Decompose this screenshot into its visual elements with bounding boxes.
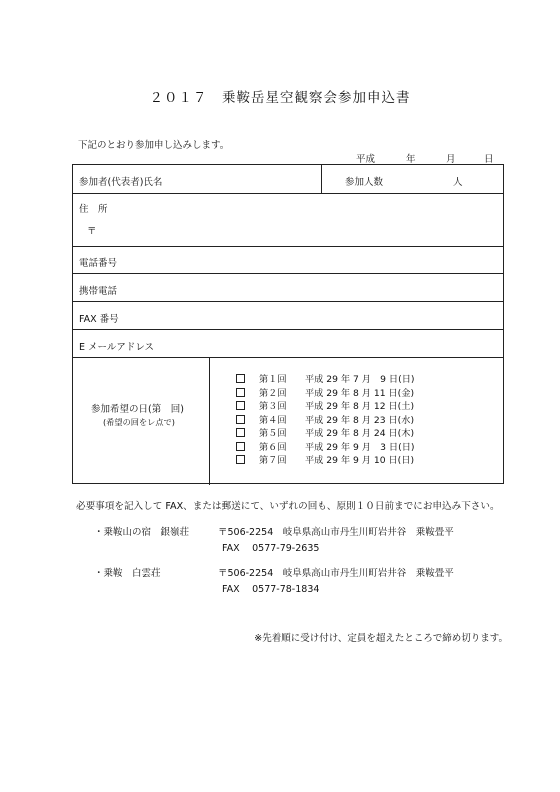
session-date: 平成 29 年 8 月 23 日(水) [305,414,415,426]
row-divider [73,357,503,358]
row-divider [73,301,503,302]
session-date: 平成 29 年 8 月 12 日(土) [305,401,415,412]
contact-fax: FAX 0577-79-2635 [222,543,320,554]
date-option-row[interactable] [236,373,414,386]
session-date: 平成 29 年 9 月 10 日(日) [305,455,415,466]
session-number: 第６回 [259,441,287,453]
date-option-row[interactable] [236,414,414,427]
session-date: 平成 29 年 8 月 24 日(木) [305,428,415,439]
session-date: 平成 29 年 8 月 11 日(金) [305,387,415,399]
session-date: 平成 29 年 7 月 9 日(日) [305,374,415,385]
session-number: 第７回 [259,455,287,466]
page-title: ２０１７ 乗鞍岳星空観察会参加申込書 [149,90,411,106]
email-field[interactable] [163,333,499,355]
preferred-date-label: 参加希望の日(第 回) [91,404,184,415]
date-month: 月 [446,154,456,165]
row-divider [73,329,503,330]
date-day: 日 [484,154,494,165]
date-year: 年 [406,154,416,165]
participants-unit: 人 [453,177,463,188]
checkbox-icon[interactable] [236,388,245,397]
intro-text: 下記のとおり参加申し込みします。 [78,140,230,151]
fax-field[interactable] [143,305,499,327]
checkbox-icon[interactable] [236,374,245,383]
row-divider [73,273,503,274]
checkbox-icon[interactable] [236,428,245,437]
instruction-text: 必要事項を記入して FAX、または郵送にて、いずれの回も、原則１０日前までにお申込み下さい。 [76,501,500,512]
date-option-row[interactable] [236,387,414,400]
contact-name: ・乗鞍 白雲荘 [94,568,161,579]
session-date: 平成 29 年 9 月 3 日(日) [305,441,415,453]
phone-label: 電話番号 [79,258,118,269]
session-number: 第１回 [259,374,287,385]
column-divider [321,165,322,193]
participants-label: 参加人数 [345,177,384,188]
column-divider [209,357,210,485]
session-number: 第３回 [259,401,287,412]
participants-field[interactable] [403,167,453,191]
preferred-date-note: (希望の回をレ点で) [103,417,175,427]
application-form [72,164,504,484]
date-option-row[interactable] [236,427,414,440]
contact-name: ・乗鞍山の宿 銀嶺荘 [94,527,190,538]
address-label: 住 所 [79,204,108,215]
postal-mark: 〒 [87,226,97,237]
session-number: 第２回 [259,387,287,399]
checkbox-icon[interactable] [236,401,245,410]
date-option-row[interactable] [236,454,414,467]
mobile-field[interactable] [143,277,499,299]
email-label: E メールアドレス [79,342,155,353]
row-divider [73,246,503,247]
applicant-name-field[interactable] [185,167,315,191]
mobile-label: 携帯電話 [79,286,118,297]
checkbox-icon[interactable] [236,415,245,424]
footer-note: ※先着順に受け付け、定員を超えたところで締め切ります。 [254,633,508,644]
fax-label: FAX 番号 [79,314,119,325]
date-era: 平成 [356,154,376,165]
session-number: 第５回 [259,428,287,439]
contact-fax: FAX 0577-78-1834 [222,584,320,595]
checkbox-icon[interactable] [236,442,245,451]
checkbox-icon[interactable] [236,455,245,464]
applicant-name-label: 参加者(代表者)氏名 [79,177,163,188]
contact-address: 〒506-2254 岐阜県高山市丹生川町岩井谷 乗鞍畳平 [218,568,454,579]
date-option-row[interactable] [236,441,414,454]
session-number: 第４回 [259,414,287,426]
date-option-row[interactable] [236,400,414,413]
row-divider [73,193,503,194]
contact-address: 〒506-2254 岐阜県高山市丹生川町岩井谷 乗鞍畳平 [218,527,454,538]
phone-field[interactable] [143,249,499,271]
address-field[interactable] [103,215,499,243]
